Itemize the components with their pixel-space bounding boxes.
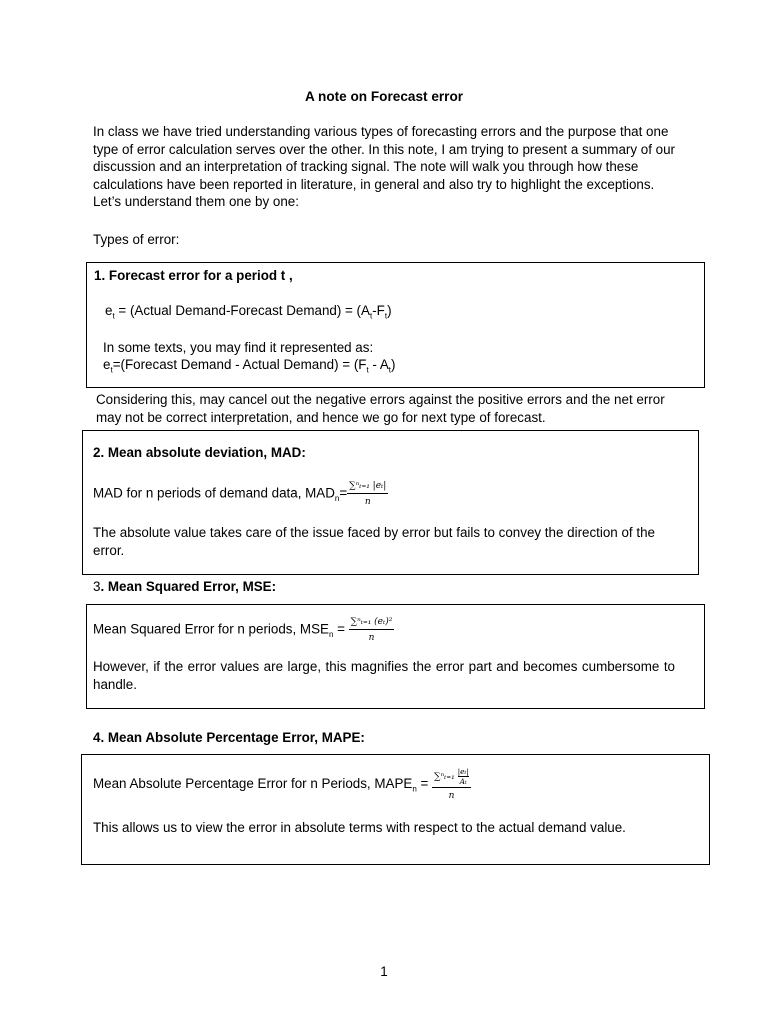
section2-box <box>82 430 699 575</box>
section3-heading: 3. Mean Squared Error, MSE: <box>93 579 277 594</box>
section2-formula: MAD for n periods of demand data, $MAD_n=$ $\frac{\text{∑ⁿₜ₌₁ |eₜ|}}{n}$ <box>93 481 387 507</box>
section1-alt-intro: In some texts, you may find it represented as: <box>103 340 374 355</box>
section1-formula-b: $e_t=(Forecast$ Demand - Actual Demand) = $(F_t - A_t)$ <box>103 357 396 375</box>
mape-fraction: ∑ⁿₜ₌₁ $\frac{\text{|eₜ|}}{\text{Aₜ}}$ n <box>434 767 469 801</box>
section4-box <box>81 754 710 865</box>
section1-formula-a: $e_t$ = (Actual Demand-Forecast Demand) = $(A_t-F_t)$ <box>105 303 392 321</box>
page-number: 1 <box>380 964 388 979</box>
mse-fraction: $\frac{\text{∑ⁿₜ₌₁ (eₜ)²}}{n}$ <box>350 617 393 643</box>
section2-heading: 2. Mean absolute deviation, MAD: <box>93 445 306 460</box>
section1-heading: 1. Forecast error for a period t , <box>94 268 293 283</box>
section4-note: This allows us to view the error in absolute terms with respect to the actual demand value. <box>93 820 626 835</box>
intro-paragraph: In class we have tried understanding various types of forecasting errors and the purpose that one type of error calculation serves over the other. In this note, I am trying to present a summary of our discussion and an interpretation of tracking signal. The note will walk you through how these calculations have been reported in literature, in general and also try to highlight the exceptions. Let’s understand them one by one: <box>93 124 676 209</box>
mad-fraction: $\frac{\text{∑ⁿₜ₌₁ |eₜ|}}{n}$ <box>349 481 387 507</box>
section3-formula: Mean Squared Error for n periods, $MSE_n$ = $\frac{\text{∑ⁿₜ₌₁ (eₜ)²}}{n}$ <box>93 617 393 643</box>
section3-box <box>86 604 705 709</box>
types-label: Types of error: <box>93 232 180 247</box>
section1-note: Considering this, may cancel out the negative errors against the positive errors and the net error may not be correct interpretation, and hence we go for next type of forecast. <box>96 392 665 425</box>
section3-note: However, if the error values are large, this magnifies the error part and becomes cumbersome to handle. <box>93 659 675 692</box>
section4-heading: 4. Mean Absolute Percentage Error, MAPE: <box>93 730 365 745</box>
page-title: A note on Forecast error <box>304 89 464 104</box>
section4-formula: Mean Absolute Percentage Error for n Periods, $MAPE_n$ = ∑ⁿₜ₌₁ $\frac{\text{|eₜ|}}{\text{Aₜ}}$ n <box>93 767 469 801</box>
section2-note: The absolute value takes care of the issue faced by error but fails to convey the direction of the error. <box>93 525 655 558</box>
section1-box <box>86 262 705 388</box>
